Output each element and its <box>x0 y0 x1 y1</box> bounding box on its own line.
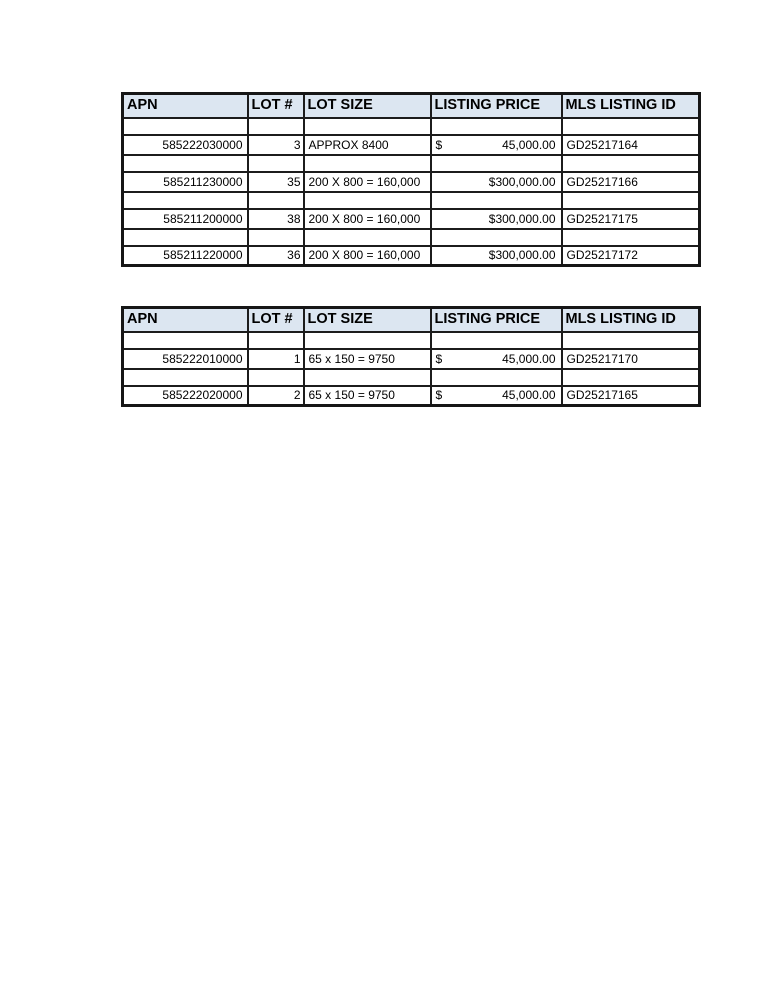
header-row <box>123 94 700 118</box>
cell-apn <box>123 369 248 386</box>
cell-lot: 38 <box>248 209 304 229</box>
cell-lot <box>248 192 304 209</box>
spacer-row <box>123 118 700 135</box>
spacer-row <box>123 155 700 172</box>
cell-apn: 585222030000 <box>123 135 248 155</box>
price-amount: 45,000.00 <box>502 388 556 403</box>
cell-size <box>304 332 431 349</box>
cell-mls: GD25217170 <box>562 349 700 369</box>
column-header-mls: MLS LISTING ID <box>562 308 700 332</box>
column-header-mls: MLS LISTING ID <box>562 94 700 118</box>
listing-row <box>123 386 700 406</box>
cell-price <box>431 229 562 246</box>
cell-lot: 1 <box>248 349 304 369</box>
cell-size <box>304 369 431 386</box>
cell-mls <box>562 192 700 209</box>
cell-lot <box>248 118 304 135</box>
price-amount: $300,000.00 <box>488 211 556 226</box>
column-header-apn: APN <box>123 308 248 332</box>
listing-row <box>123 135 700 155</box>
cell-size: 65 x 150 = 9750 <box>304 349 431 369</box>
cell-price <box>431 369 562 386</box>
cell-lot <box>248 155 304 172</box>
cell-price <box>431 209 562 229</box>
cell-lot <box>248 332 304 349</box>
spacer-row <box>123 192 700 209</box>
cell-apn: 585222010000 <box>123 349 248 369</box>
cell-lot: 35 <box>248 172 304 192</box>
cell-mls: GD25217165 <box>562 386 700 406</box>
cell-apn <box>123 155 248 172</box>
currency-symbol: $ <box>435 137 443 152</box>
cell-mls <box>562 229 700 246</box>
cell-size: 200 X 800 = 160,000 <box>304 172 431 192</box>
cell-mls: GD25217172 <box>562 246 700 266</box>
cell-size: APPROX 8400 <box>304 135 431 155</box>
cell-price <box>431 118 562 135</box>
cell-price <box>431 386 562 406</box>
cell-lot: 3 <box>248 135 304 155</box>
listing-row <box>123 246 700 266</box>
cell-size <box>304 118 431 135</box>
column-header-apn: APN <box>123 94 248 118</box>
cell-mls <box>562 369 700 386</box>
cell-lot: 2 <box>248 386 304 406</box>
cell-size: 200 X 800 = 160,000 <box>304 246 431 266</box>
cell-apn <box>123 192 248 209</box>
cell-apn: 585211220000 <box>123 246 248 266</box>
column-header-lot: LOT # <box>248 94 304 118</box>
cell-mls <box>562 332 700 349</box>
listing-row <box>123 172 700 192</box>
header-row <box>123 308 700 332</box>
cell-price <box>431 155 562 172</box>
listing-row <box>123 349 700 369</box>
cell-apn <box>123 118 248 135</box>
currency-symbol: $ <box>435 388 443 403</box>
price-amount: 45,000.00 <box>502 351 556 366</box>
lower-listings-table <box>121 306 701 407</box>
cell-size: 200 X 800 = 160,000 <box>304 209 431 229</box>
column-header-size: LOT SIZE <box>304 94 431 118</box>
cell-lot <box>248 229 304 246</box>
cell-apn: 585211230000 <box>123 172 248 192</box>
cell-price <box>431 192 562 209</box>
listing-row <box>123 209 700 229</box>
cell-apn: 585211200000 <box>123 209 248 229</box>
price-amount: 45,000.00 <box>502 137 556 152</box>
cell-size <box>304 229 431 246</box>
spacer-row <box>123 229 700 246</box>
cell-size <box>304 155 431 172</box>
cell-price <box>431 246 562 266</box>
cell-mls: GD25217166 <box>562 172 700 192</box>
cell-lot <box>248 369 304 386</box>
cell-size <box>304 192 431 209</box>
cell-lot: 36 <box>248 246 304 266</box>
cell-mls <box>562 118 700 135</box>
cell-price <box>431 349 562 369</box>
upper-listings-table <box>121 92 701 267</box>
cell-mls: GD25217175 <box>562 209 700 229</box>
column-header-price: LISTING PRICE <box>431 308 562 332</box>
cell-size: 65 x 150 = 9750 <box>304 386 431 406</box>
cell-apn: 585222020000 <box>123 386 248 406</box>
cell-mls <box>562 155 700 172</box>
cell-price <box>431 172 562 192</box>
column-header-lot: LOT # <box>248 308 304 332</box>
column-header-price: LISTING PRICE <box>431 94 562 118</box>
cell-apn <box>123 332 248 349</box>
cell-mls: GD25217164 <box>562 135 700 155</box>
currency-symbol: $ <box>435 351 443 366</box>
spacer-row <box>123 369 700 386</box>
cell-apn <box>123 229 248 246</box>
column-header-size: LOT SIZE <box>304 308 431 332</box>
price-amount: $300,000.00 <box>488 248 556 263</box>
cell-price <box>431 135 562 155</box>
cell-price <box>431 332 562 349</box>
spacer-row <box>123 332 700 349</box>
price-amount: $300,000.00 <box>488 174 556 189</box>
